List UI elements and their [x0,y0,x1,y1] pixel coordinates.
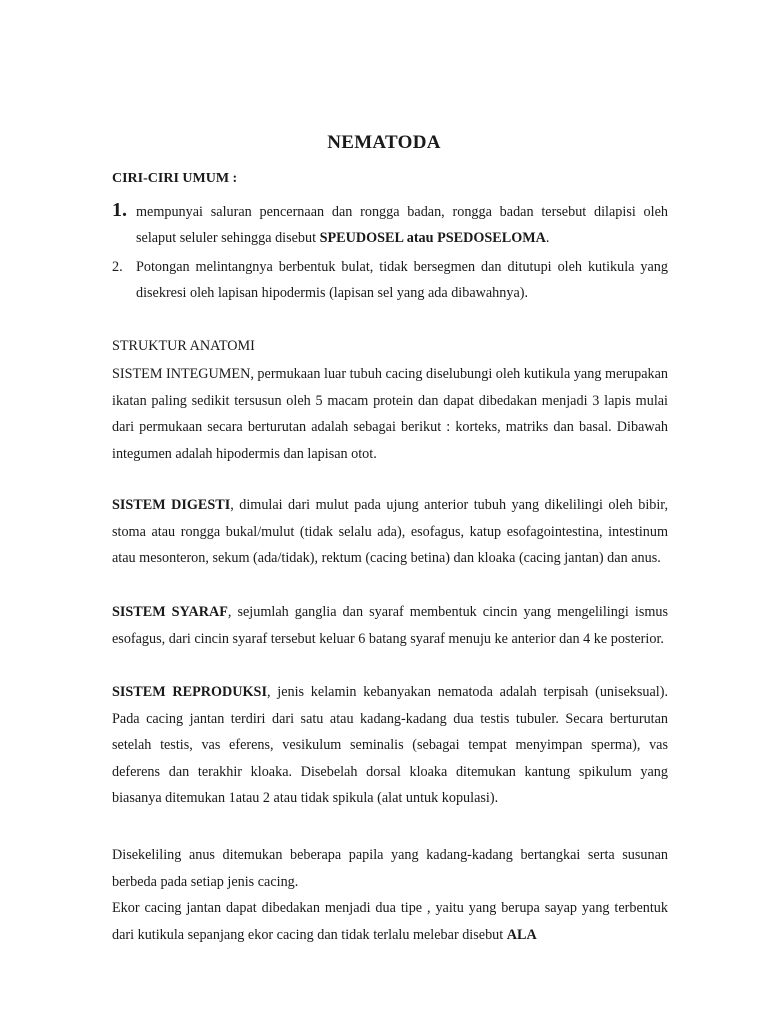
paragraph-digesti: SISTEM DIGESTI, dimulai dari mulut pada ujung anterior tubuh yang dikelilingi oleh bibir, stoma atau rongga bukal/mulut (tidak selalu ada), esofagus, katup esofagointestina, intestinum atau mesonteron, sekum (ada/tidak), rektum (cacing betina) dan kloaka (cacing jantan) dan anus. [112,497,669,567]
paragraph-syaraf: SISTEM SYARAF, sejumlah ganglia dan syaraf membentuk cincin yang mengelilingi ismus esofagus, dari cincin syaraf tersebut keluar 6 batang syaraf menuju ke anterior dan 4 ke posterior. [112,604,668,647]
section-heading-ciri-umum: CIRI-CIRI UMUM : [112,171,238,186]
paragraph-ekor: Ekor cacing jantan dapat dibedakan menjadi dua tipe , yaitu yang berupa sayap yang terbentuk dari kutikula sepanjang ekor cacing dan tidak terlalu melebar disebut ALA [112,900,668,943]
list-number: 1. [112,199,127,221]
paragraph-integumen: SISTEM INTEGUMEN, permukaan luar tubuh cacing diselubungi oleh kutikula yang merupakan ikatan paling sedikit tersusun oleh 5 macam protein dan dapat dibedakan menjadi 3 lapis mulai dari permukaan secara berturutan adalah sebagai berikut : korteks, matriks dan basal. Dibawah integumen adalah hipodermis dan lapisan otot. [112,366,668,462]
bold-term: ALA [506,926,537,943]
paragraph-label: SISTEM SYARAF [112,604,228,620]
list-item-2 [112,254,668,306]
paragraph-reproduksi: SISTEM REPRODUKSI, jenis kelamin kebanyakan nematoda adalah terpisah (uniseksual). Pada cacing jantan terdiri dari satu atau kadang-kadang dua testis tubuler. Secara berturutan setelah testis, vas eferens, vesikulum seminalis (sebagai tempat menyimpan sperma), vas deferens dan terakhir kloaka. Disebelah dorsal kloaka ditemukan kantung spikulum yang biasanya ditemukan 1atau 2 atau tidak spikula (alat untuk kopulasi). [112,684,668,807]
list-item-text: mempunyai saluran pencernaan dan rongga badan, rongga badan tersebut dilapisi oleh selaput seluler sehingga disebut SPEUDOSEL atau PSEDOSELOMA. [136,204,668,246]
paragraph-label: SISTEM REPRODUKSI [112,684,267,700]
list-item-1 [112,199,668,251]
paragraph-label: SISTEM DIGESTI [112,497,231,513]
list-item-text: Potongan melintangnya berbentuk bulat, tidak bersegmen dan ditutupi oleh kutikula yang disekresi oleh lapisan hipodermis (lapisan sel yang ada dibawahnya). [136,259,668,301]
paragraph-papila: Disekeliling anus ditemukan beberapa papila yang kadang-kadang bertangkai serta susunan berbeda pada setiap jenis cacing. [112,847,668,890]
list-number: 2. [112,259,123,275]
section-heading-struktur-anatomi: STRUKTUR ANATOMI [112,338,255,354]
bold-term: SPEUDOSEL atau PSEDOSELOMA [319,230,546,246]
document-title: NEMATODA [327,132,441,153]
